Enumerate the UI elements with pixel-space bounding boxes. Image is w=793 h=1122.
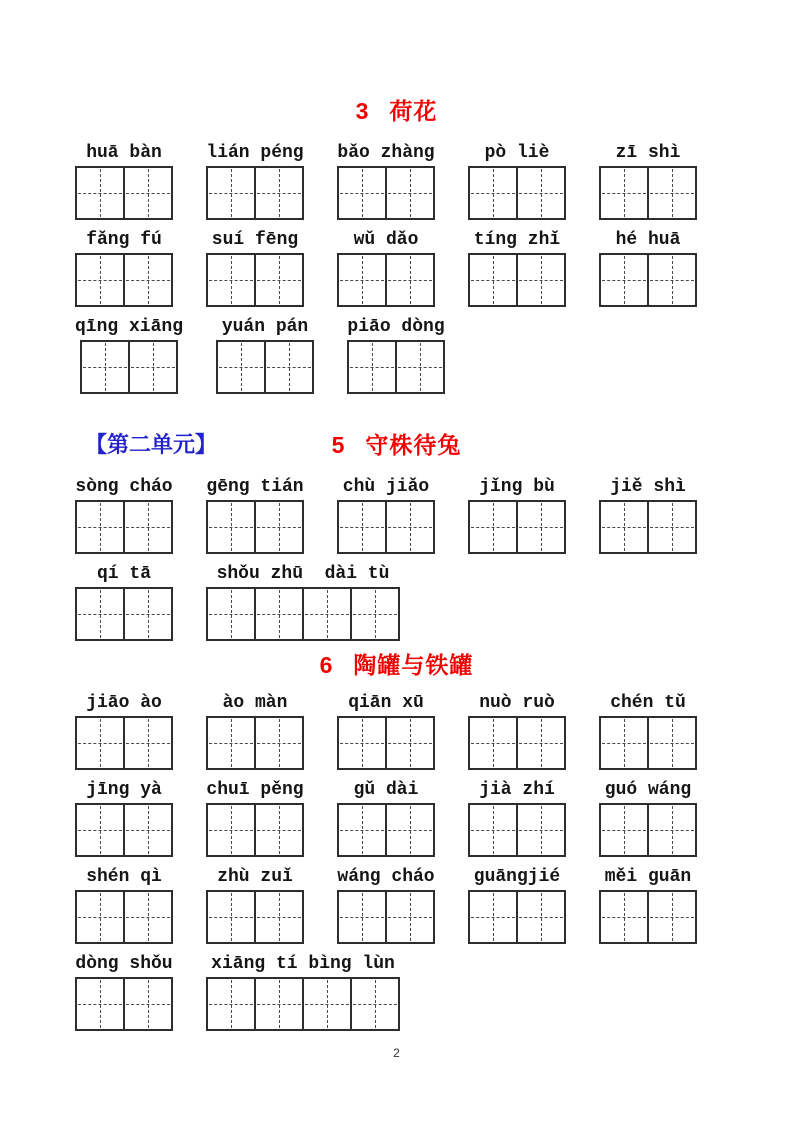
grid-cell (208, 255, 256, 305)
grid-cell (256, 979, 304, 1029)
word-item (599, 142, 697, 220)
grid-cell (470, 805, 518, 855)
word-item (599, 779, 697, 857)
writing-grid (468, 166, 566, 220)
pinyin-label: zhù zuǐ (217, 867, 293, 887)
writing-grid (206, 166, 304, 220)
lesson-title (320, 650, 474, 680)
grid-cell (125, 805, 171, 855)
writing-grid (75, 500, 173, 554)
pinyin-label: wǔ dǎo (353, 230, 419, 250)
lesson-section (0, 96, 793, 394)
writing-grid (206, 890, 304, 944)
word-item (337, 476, 435, 554)
pinyin-label: jǐng bù (479, 477, 555, 497)
word-row (75, 563, 793, 641)
grid-cell (208, 718, 256, 768)
writing-grid (337, 803, 435, 857)
grid-cell (125, 168, 171, 218)
pinyin-label: sòng cháo (75, 477, 173, 497)
word-row (75, 142, 793, 220)
grid-cell (256, 168, 302, 218)
pinyin-label: ào màn (222, 693, 288, 713)
writing-grid (337, 500, 435, 554)
grid-cell (518, 502, 564, 552)
word-item (206, 476, 304, 554)
word-rows (0, 692, 793, 1031)
unit-label: 【第二单元】 (85, 432, 218, 457)
grid-cell (352, 979, 398, 1029)
word-item (75, 953, 173, 1031)
lesson-name: 守株待兔 (365, 432, 462, 458)
word-row (75, 779, 793, 857)
grid-cell (387, 718, 433, 768)
word-item (75, 692, 173, 770)
grid-cell (256, 718, 302, 768)
pinyin-label: chén tǔ (610, 693, 686, 713)
grid-cell (397, 342, 443, 392)
pinyin-label: wáng cháo (337, 867, 435, 887)
writing-grid (80, 340, 178, 394)
grid-cell (256, 502, 302, 552)
section-header (0, 430, 793, 460)
pinyin-label: guó wáng (604, 780, 692, 800)
writing-grid (206, 803, 304, 857)
lesson-number: 6 (319, 652, 334, 678)
word-row (75, 229, 793, 307)
grid-cell (125, 589, 171, 639)
pinyin-label: lián péng (206, 143, 304, 163)
word-item (75, 866, 173, 944)
grid-cell (208, 805, 256, 855)
pinyin-label: fǎng fú (86, 230, 162, 250)
section-header (0, 96, 793, 126)
grid-cell (518, 805, 564, 855)
grid-cell (256, 805, 302, 855)
pinyin-label: xiāng tí bìng lùn (211, 954, 395, 974)
grid-cell (470, 502, 518, 552)
grid-cell (256, 589, 304, 639)
grid-cell (130, 342, 176, 392)
grid-cell (387, 255, 433, 305)
word-item (347, 316, 445, 394)
pinyin-label: zī shì (615, 143, 681, 163)
page-number: 2 (393, 1046, 400, 1060)
lesson-title (356, 96, 438, 126)
word-item (206, 563, 400, 641)
pinyin-label: bǎo zhàng (337, 143, 435, 163)
grid-cell (339, 502, 387, 552)
word-item (206, 779, 304, 857)
writing-grid (337, 166, 435, 220)
section-header (0, 650, 793, 680)
grid-cell (208, 589, 256, 639)
pinyin-label: qí tā (96, 564, 151, 584)
pinyin-label: pò liè (484, 143, 550, 163)
writing-grid (599, 166, 697, 220)
word-row (75, 953, 793, 1031)
grid-cell (352, 589, 398, 639)
pinyin-label: dòng shǒu (75, 954, 173, 974)
writing-grid (206, 253, 304, 307)
lesson-number: 5 (331, 432, 346, 458)
word-item (206, 142, 304, 220)
grid-cell (77, 255, 125, 305)
lesson-name: 陶罐与铁罐 (353, 652, 474, 678)
grid-cell (77, 892, 125, 942)
grid-cell (470, 255, 518, 305)
grid-cell (77, 718, 125, 768)
grid-cell (649, 255, 695, 305)
word-item (337, 779, 435, 857)
word-item (599, 229, 697, 307)
word-item (468, 476, 566, 554)
word-rows (0, 142, 793, 394)
grid-cell (387, 168, 433, 218)
grid-cell (601, 805, 649, 855)
grid-cell (349, 342, 397, 392)
lesson-section (0, 430, 793, 641)
writing-grid (206, 500, 304, 554)
word-item (468, 866, 566, 944)
word-item (599, 866, 697, 944)
writing-grid (468, 890, 566, 944)
grid-cell (601, 718, 649, 768)
writing-grid (468, 716, 566, 770)
grid-cell (601, 168, 649, 218)
word-item (206, 229, 304, 307)
writing-grid (337, 890, 435, 944)
pinyin-label: jiāo ào (86, 693, 162, 713)
word-item (337, 229, 435, 307)
writing-grid (75, 716, 173, 770)
grid-cell (339, 892, 387, 942)
grid-cell (601, 892, 649, 942)
grid-cell (518, 892, 564, 942)
grid-cell (125, 979, 171, 1029)
word-item (206, 866, 304, 944)
grid-cell (218, 342, 266, 392)
pinyin-label: suí fēng (211, 230, 299, 250)
grid-cell (518, 255, 564, 305)
grid-cell (82, 342, 130, 392)
pinyin-label: yuán pán (221, 317, 309, 337)
grid-cell (649, 168, 695, 218)
word-item (468, 779, 566, 857)
writing-grid (206, 587, 400, 641)
grid-cell (77, 502, 125, 552)
pinyin-label: chù jiǎo (342, 477, 430, 497)
writing-grid (599, 500, 697, 554)
grid-cell (125, 718, 171, 768)
writing-grid (75, 166, 173, 220)
grid-cell (387, 502, 433, 552)
writing-grid (75, 803, 173, 857)
grid-cell (649, 502, 695, 552)
writing-grid (206, 977, 400, 1031)
pinyin-label: qīng xiāng (75, 317, 184, 337)
grid-cell (256, 255, 302, 305)
writing-grid (75, 977, 173, 1031)
grid-cell (518, 718, 564, 768)
word-item (599, 692, 697, 770)
grid-cell (266, 342, 312, 392)
word-item (468, 692, 566, 770)
pinyin-label: nuò ruò (479, 693, 555, 713)
grid-cell (601, 255, 649, 305)
grid-cell (649, 805, 695, 855)
word-item (337, 866, 435, 944)
writing-grid (216, 340, 314, 394)
pinyin-label: gēng tián (206, 477, 304, 497)
pinyin-label: shén qì (86, 867, 162, 887)
grid-cell (649, 892, 695, 942)
grid-cell (601, 502, 649, 552)
pinyin-label: jīng yà (86, 780, 162, 800)
pinyin-label: qiān xū (348, 693, 424, 713)
grid-cell (518, 168, 564, 218)
grid-cell (339, 255, 387, 305)
writing-grid (599, 803, 697, 857)
word-item (206, 692, 304, 770)
pinyin-label: měi guān (604, 867, 692, 887)
word-rows (0, 476, 793, 641)
grid-cell (256, 892, 302, 942)
writing-grid (599, 253, 697, 307)
pinyin-label: gǔ dài (353, 780, 419, 800)
grid-cell (77, 805, 125, 855)
grid-cell (208, 502, 256, 552)
lesson-name: 荷花 (389, 98, 438, 124)
pinyin-label: jiě shì (610, 477, 686, 497)
grid-cell (304, 589, 352, 639)
grid-cell (470, 168, 518, 218)
grid-cell (77, 168, 125, 218)
writing-grid (468, 500, 566, 554)
grid-cell (125, 255, 171, 305)
grid-cell (304, 979, 352, 1029)
lesson-section (0, 650, 793, 1031)
writing-grid (75, 890, 173, 944)
pinyin-label: piāo dòng (347, 317, 445, 337)
pinyin-label: chuī pěng (206, 780, 304, 800)
writing-grid (206, 716, 304, 770)
writing-grid (337, 716, 435, 770)
word-item (75, 779, 173, 857)
grid-cell (649, 718, 695, 768)
pinyin-label: hé huā (615, 230, 681, 250)
pinyin-label: shǒu zhū dài tù (216, 564, 390, 584)
writing-grid (468, 253, 566, 307)
grid-cell (77, 589, 125, 639)
grid-cell (208, 892, 256, 942)
grid-cell (77, 979, 125, 1029)
word-item (75, 563, 173, 641)
word-item (206, 953, 400, 1031)
writing-grid (599, 890, 697, 944)
writing-grid (75, 253, 173, 307)
writing-grid (75, 587, 173, 641)
word-item (599, 476, 697, 554)
lesson-sections (0, 96, 793, 1031)
word-item (216, 316, 314, 394)
grid-cell (125, 502, 171, 552)
grid-cell (339, 805, 387, 855)
word-row (75, 476, 793, 554)
writing-grid (468, 803, 566, 857)
word-item (468, 142, 566, 220)
word-item (75, 229, 173, 307)
writing-grid (337, 253, 435, 307)
pinyin-label: huā bàn (86, 143, 162, 163)
word-item (337, 692, 435, 770)
word-item (337, 142, 435, 220)
grid-cell (387, 805, 433, 855)
grid-cell (208, 168, 256, 218)
grid-cell (125, 892, 171, 942)
word-item (75, 316, 183, 394)
grid-cell (470, 718, 518, 768)
word-row (75, 866, 793, 944)
lesson-title (332, 430, 462, 460)
pinyin-label: tíng zhǐ (473, 230, 561, 250)
word-item (468, 229, 566, 307)
word-row (75, 692, 793, 770)
pinyin-label: guāngjié (473, 867, 561, 887)
grid-cell (387, 892, 433, 942)
grid-cell (339, 718, 387, 768)
grid-cell (339, 168, 387, 218)
pinyin-label: jià zhí (479, 780, 555, 800)
lesson-number: 3 (355, 98, 370, 124)
word-row (75, 316, 793, 394)
writing-grid (599, 716, 697, 770)
word-item (75, 142, 173, 220)
word-item (75, 476, 173, 554)
grid-cell (208, 979, 256, 1029)
writing-grid (347, 340, 445, 394)
grid-cell (470, 892, 518, 942)
